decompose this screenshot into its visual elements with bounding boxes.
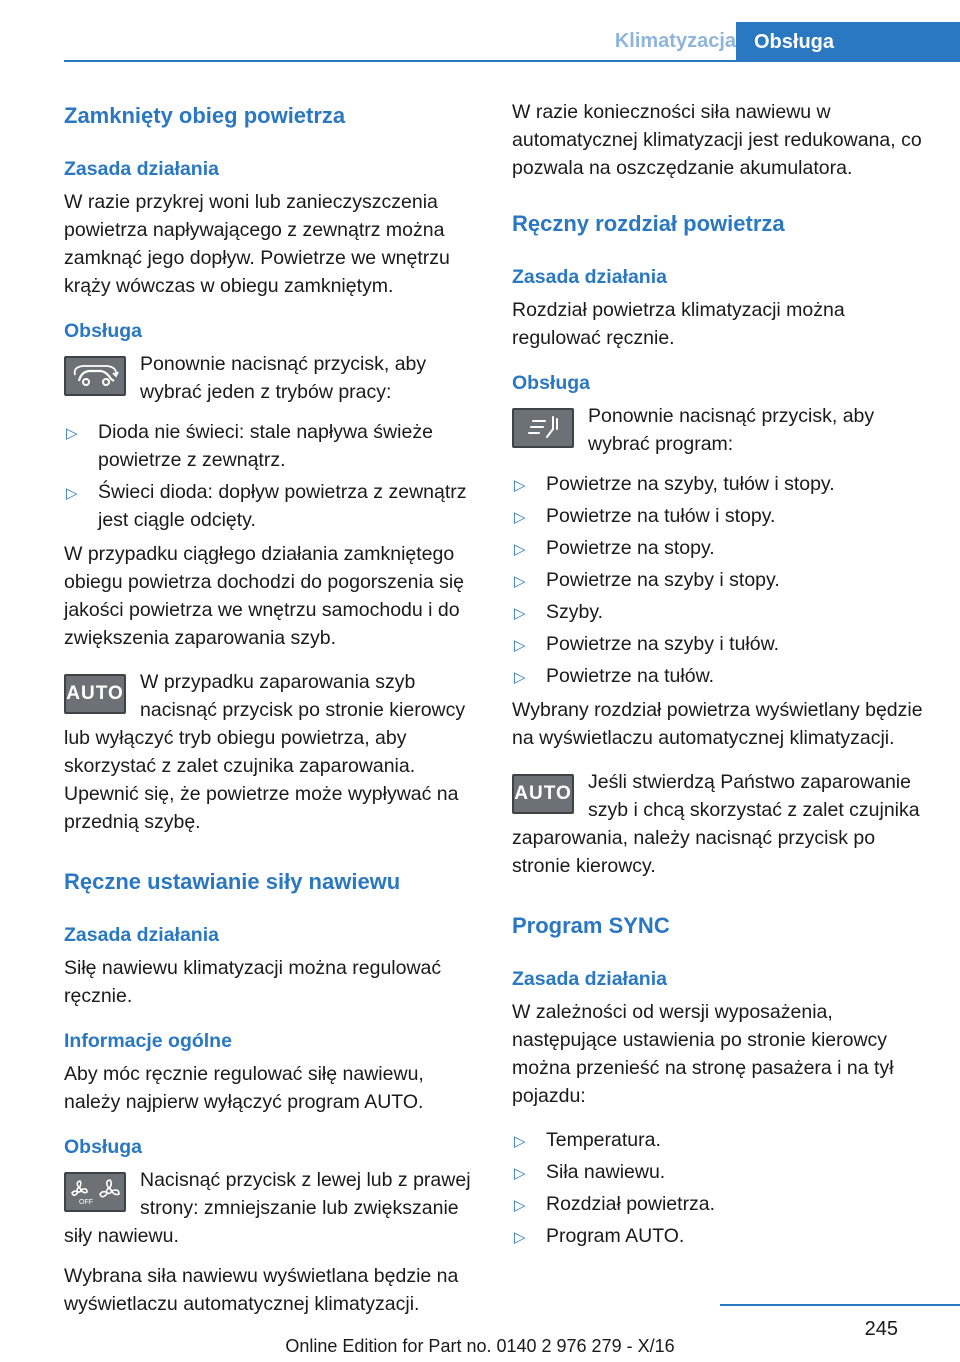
list-item: ▷ Powietrze na szyby i tułów.	[512, 630, 926, 658]
auto-button-icon: AUTO	[64, 674, 126, 714]
list-item: ▷ Szyby.	[512, 598, 926, 626]
paragraph: W przypadku ciągłego działania zamkniętego obiegu powietrza dochodzi do pogorszenia się jakości powietrza we wnętrzu samochodu i do zwiększenia zaparowania szyb.	[64, 543, 465, 649]
subheading-obsluga: Obsługa	[64, 320, 143, 342]
triangle-bullet-icon: ▷	[514, 509, 526, 526]
left-column	[64, 98, 476, 1334]
heading-sync: Program SYNC	[512, 913, 670, 938]
page-number: 245	[864, 1318, 898, 1340]
triangle-bullet-icon: ▷	[514, 1165, 526, 1182]
triangle-bullet-icon: ▷	[514, 669, 526, 686]
triangle-bullet-icon: ▷	[514, 573, 526, 590]
heading-reczne: Ręczne ustawianie siły nawiewu	[64, 869, 401, 894]
paragraph: W razie przykrej woni lub zanieczyszczenia powietrza napływającego z zewnątrz można zamknąć jego dopływ. Powietrze we wnętrzu krąży wówczas w obiegu zamkniętym.	[64, 191, 450, 297]
heading-zamkniety: Zamknięty obieg powietrza	[64, 103, 346, 128]
paragraph: W razie konieczności siła nawiewu w automatycznej klimatyzacji jest redukowana, co pozwala na oszczędzanie akumulatora.	[512, 101, 922, 179]
list-item: ▷ Powietrze na szyby, tułów i stopy.	[512, 470, 926, 498]
triangle-bullet-icon: ▷	[514, 1133, 526, 1150]
list-item: ▷ Powietrze na tułów i stopy.	[512, 502, 926, 530]
paragraph: Ponownie nacisnąć przycisk, aby wybrać jeden z trybów pracy:	[140, 353, 427, 403]
list-item: ▷ Powietrze na tułów.	[512, 662, 926, 690]
icon-paragraph	[512, 768, 926, 880]
subheading-obsluga: Obsługa	[512, 372, 591, 394]
list-item: ▷ Powietrze na stopy.	[512, 534, 926, 562]
triangle-bullet-icon: ▷	[514, 1197, 526, 1214]
subheading-zasada: Zasada działania	[64, 158, 219, 180]
paragraph: Siłę nawiewu klimatyzacji można regulować ręcznie.	[64, 957, 442, 1007]
subheading-zasada: Zasada działania	[64, 924, 219, 946]
air-distribution-button-icon	[512, 408, 574, 448]
mode-list	[64, 418, 476, 534]
icon-paragraph	[64, 350, 476, 406]
triangle-bullet-icon: ▷	[66, 485, 78, 502]
triangle-bullet-icon: ▷	[514, 1229, 526, 1246]
paragraph: Nacisnąć przycisk z lewej lub z prawej strony: zmniejszanie lub zwiększanie siły nawiewu.	[64, 1169, 471, 1247]
heading-reczny-rozdzial: Ręczny rozdział powietrza	[512, 211, 785, 236]
subheading-zasada: Zasada działania	[512, 968, 667, 990]
icon-paragraph	[512, 402, 926, 458]
paragraph: Wybrany rozdział powietrza wyświetlany będzie na wyświetlaczu automatycznej klimatyzacji.	[512, 699, 923, 749]
paragraph: W przypadku zaparowania szyb nacisnąć przycisk po stronie kierowcy lub wyłączyć tryb obiegu powietrza, aby skorzystać z zalet czujnika zaparowania. Upewnić się, że powietrze może wypływać na przednią szybę.	[64, 671, 466, 833]
list-item: ▷ Świeci dioda: dopływ powietrza z zewnątrz jest ciągle odcięty.	[66, 481, 467, 531]
triangle-bullet-icon: ▷	[514, 605, 526, 622]
page-header	[0, 0, 960, 64]
section-tab[interactable]: Klimatyzacja	[614, 30, 736, 52]
icon-paragraph	[64, 1166, 476, 1250]
list-item: ▷ Powietrze na szyby i stopy.	[512, 566, 926, 594]
sync-list	[512, 1126, 926, 1250]
triangle-bullet-icon: ▷	[514, 637, 526, 654]
list-item: ▷ Rozdział powietrza.	[512, 1190, 926, 1218]
auto-button-icon: AUTO	[512, 774, 574, 814]
paragraph: Ponownie nacisnąć przycisk, aby wybrać program:	[588, 405, 875, 455]
edition-footer: Online Edition for Part no. 0140 2 976 279 - X/16	[285, 1336, 675, 1356]
paragraph: Jeśli stwierdzą Państwo zaparowanie szyb i chcą skorzystać z zalet czujnika zaparowania, należy nacisnąć przycisk po stronie kierowcy.	[512, 771, 920, 877]
paragraph: Aby móc ręcznie regulować siłę nawiewu, należy najpierw wyłączyć program AUTO.	[64, 1063, 424, 1113]
list-item: ▷ Program AUTO.	[512, 1222, 926, 1250]
list-item: ▷ Siła nawiewu.	[512, 1158, 926, 1186]
active-tab[interactable]: Obsługa	[736, 22, 960, 62]
right-column	[512, 98, 926, 1256]
triangle-bullet-icon: ▷	[514, 541, 526, 558]
icon-paragraph	[64, 668, 476, 836]
triangle-bullet-icon: ▷	[66, 425, 78, 442]
paragraph: W zależności od wersji wyposażenia, następujące ustawienia po stronie kierowcy można przenieść na stronę pasażera i na tył pojazdu:	[512, 1001, 894, 1107]
paragraph: Wybrana siła nawiewu wyświetlana będzie na wyświetlaczu automatycznej klimatyzacji.	[64, 1265, 459, 1315]
list-item: ▷ Dioda nie świeci: stale napływa świeże powietrze z zewnątrz.	[66, 421, 433, 471]
paragraph: Rozdział powietrza klimatyzacji można regulować ręcznie.	[512, 299, 845, 349]
program-list	[512, 470, 926, 690]
subheading-obsluga: Obsługa	[64, 1136, 143, 1158]
subheading-informacje: Informacje ogólne	[64, 1030, 232, 1052]
footer-rule	[720, 1304, 960, 1306]
recirculation-button-icon	[64, 356, 126, 396]
triangle-bullet-icon: ▷	[514, 477, 526, 494]
subheading-zasada: Zasada działania	[512, 266, 667, 288]
svg-text:OFF: OFF	[79, 1199, 93, 1206]
header-rule	[64, 60, 960, 62]
fan-button-icon	[64, 1172, 126, 1212]
list-item: ▷ Temperatura.	[512, 1126, 926, 1154]
